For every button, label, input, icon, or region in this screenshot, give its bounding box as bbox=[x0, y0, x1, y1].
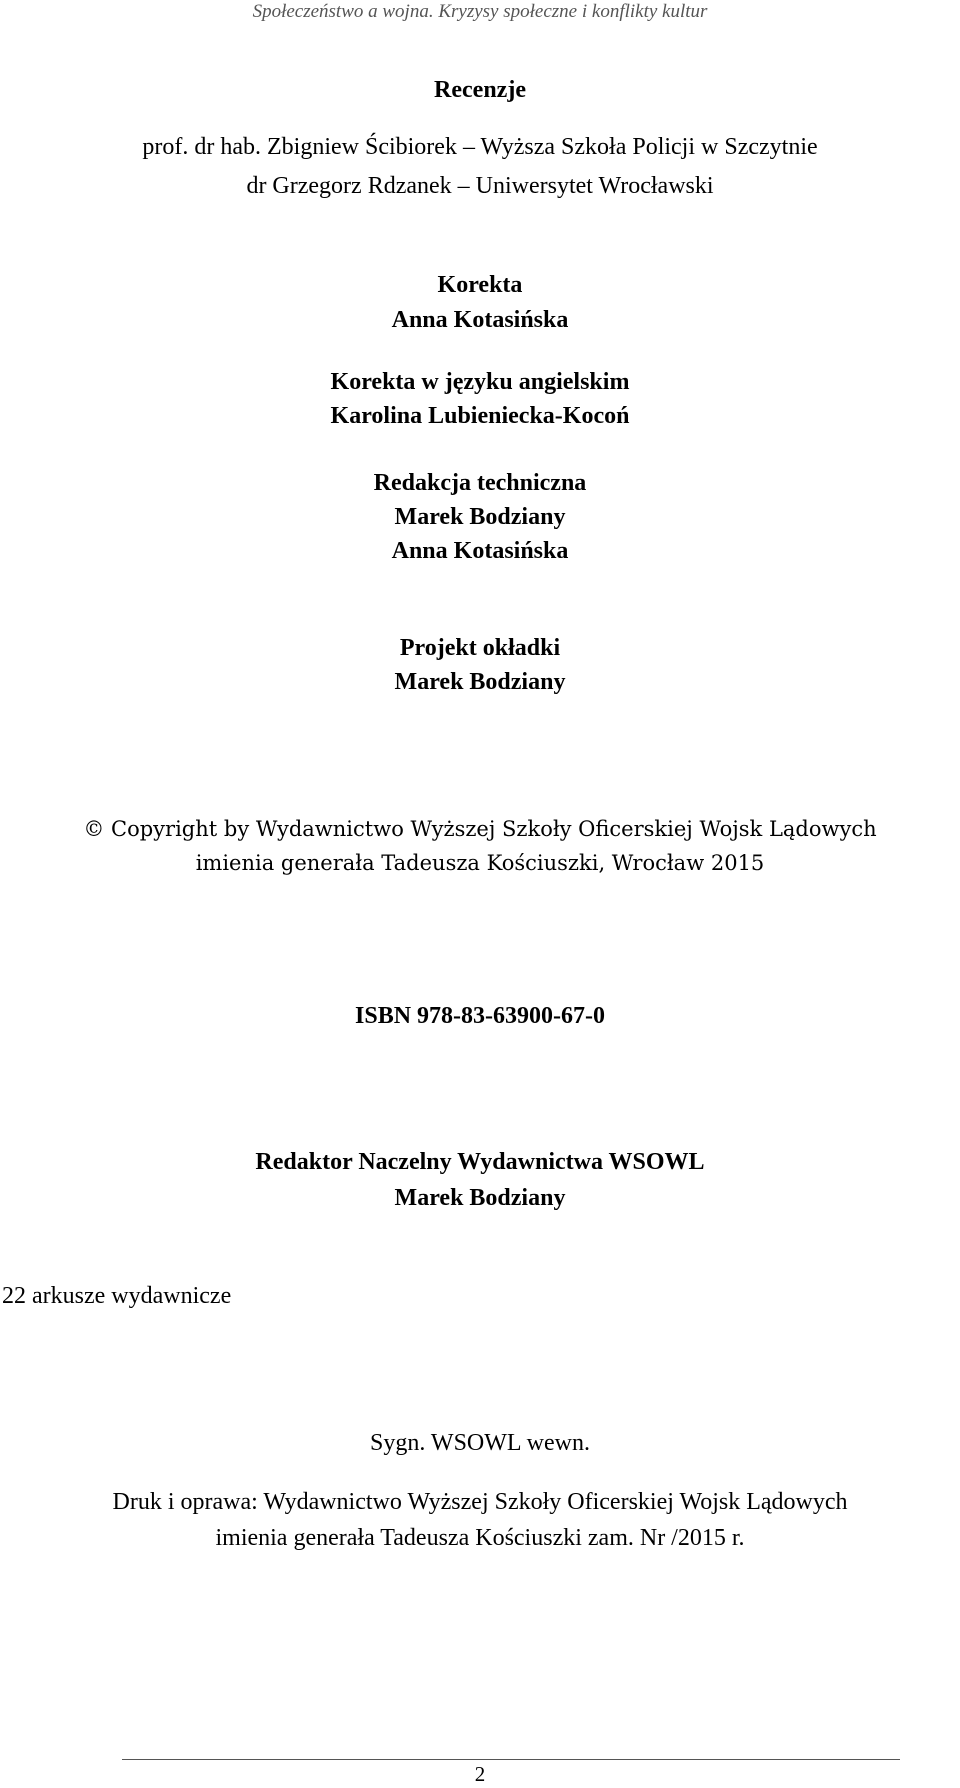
page-number: 2 bbox=[474, 1762, 486, 1786]
printing-line-1: Druk i oprawa: Wydawnictwo Wyższej Szkoły Oficerskiej Wojsk Lądowych bbox=[112, 1489, 848, 1515]
printing-line-2: imienia generała Tadeusza Kościuszki zam. Nr /2015 r. bbox=[215, 1525, 745, 1551]
technical-editing-name-1: Marek Bodziany bbox=[394, 504, 566, 530]
reviewer-2: dr Grzegorz Rdzanek – Uniwersytet Wrocławski bbox=[246, 173, 714, 199]
cover-design-name: Marek Bodziany bbox=[394, 669, 566, 695]
proofreading-heading: Korekta bbox=[437, 272, 523, 298]
publishing-sheets: 22 arkusze wydawnicze bbox=[2, 1283, 232, 1309]
footer-rule bbox=[122, 1759, 900, 1760]
running-header: Społeczeństwo a wojna. Kryzysy społeczne i konflikty kultur bbox=[252, 1, 708, 22]
reviewer-1: prof. dr hab. Zbigniew Ścibiorek – Wyższa Szkoła Policji w Szczytnie bbox=[142, 134, 818, 160]
english-proofreading-name: Karolina Lubieniecka-Kocoń bbox=[330, 403, 630, 429]
proofreading-name: Anna Kotasińska bbox=[391, 307, 569, 333]
editor-in-chief-heading: Redaktor Naczelny Wydawnictwa WSOWL bbox=[255, 1149, 705, 1175]
isbn: ISBN 978-83-63900-67-0 bbox=[355, 1003, 605, 1029]
english-proofreading-heading: Korekta w języku angielskim bbox=[330, 369, 630, 395]
reviews-heading: Recenzje bbox=[434, 77, 526, 103]
copyright-line-2: imienia generała Tadeusza Kościuszki, Wrocław 2015 bbox=[195, 851, 765, 875]
technical-editing-name-2: Anna Kotasińska bbox=[391, 538, 569, 564]
cover-design-heading: Projekt okładki bbox=[399, 635, 561, 661]
technical-editing-heading: Redakcja techniczna bbox=[373, 470, 587, 496]
editor-in-chief-name: Marek Bodziany bbox=[394, 1185, 566, 1211]
signature: Sygn. WSOWL wewn. bbox=[370, 1430, 590, 1456]
copyright-line-1: © Copyright by Wydawnictwo Wyższej Szkoły Oficerskiej Wojsk Lądowych bbox=[83, 817, 877, 841]
